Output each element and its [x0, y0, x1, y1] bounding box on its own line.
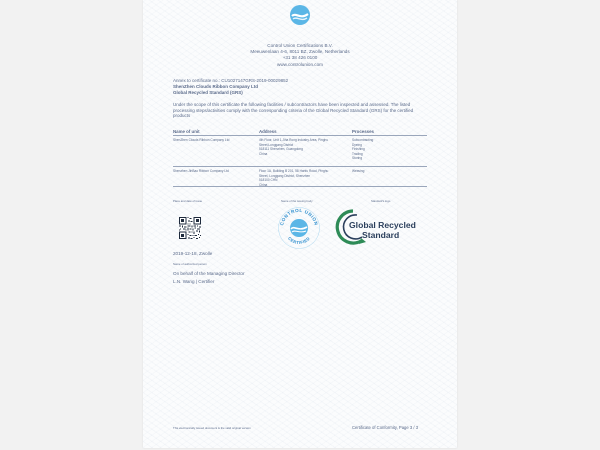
certificate-page: [143, 0, 457, 448]
address-line: China: [259, 182, 268, 187]
address-line: Floor 1A, Building B 201, 58 Hanfu Road, Pinghu: [259, 169, 329, 173]
address-line: Street, Longgang District, Shenzhen: [259, 173, 311, 178]
grs-logo-line1: Global Recycled: [349, 220, 416, 230]
annex-certificate-number: Annex to certificate no.: CU1027147GRS-2019-00029852: [173, 78, 289, 83]
header-address: Address: [259, 128, 277, 134]
page-total: 3: [415, 425, 419, 430]
unit-address: [259, 169, 352, 186]
footer-page-info: [352, 425, 418, 430]
authorized-person-label: Name of authorized person: [173, 262, 207, 266]
table-header: [173, 127, 427, 136]
signatory-block: [173, 270, 245, 286]
issue-date-place: 2019-12-18, Zwolle: [173, 251, 213, 256]
unit-processes: [352, 169, 427, 186]
unit-name: Shenzhen JinBao Ribbon Company Ltd: [173, 169, 229, 173]
unit-processes: [352, 138, 427, 166]
global-recycled-standard-logo-icon: [335, 204, 427, 250]
control-union-logo-icon: [289, 4, 311, 26]
process-item: Trading: [352, 151, 363, 156]
table-row: [173, 136, 427, 167]
process-item: Storing: [352, 156, 363, 161]
address-line: 4th Floor, Unit 1,Jiha Rong Industry Area, Pinghu: [259, 138, 329, 142]
place-date-label: Place and date of issue: [173, 199, 203, 203]
process-item: Dyeing: [352, 142, 362, 147]
scope-statement: Under the scope of this certificate the following facilities / subcontractors have been inspected and assessed. The listed processing steps/activities comply with the corresponding criteria of the Global Recycled Standard (GRS) for the certified products: [173, 102, 414, 119]
page-number: 3: [409, 425, 413, 430]
table-row: [173, 167, 427, 187]
signatory-name: L.N. Wang | Certifier: [173, 279, 215, 284]
seal-top-text: CONTROL UNION: [279, 207, 319, 226]
unit-address: [259, 138, 352, 166]
page-separator: /: [413, 425, 415, 430]
standards-logo-label: Standard's logo: [371, 199, 391, 203]
unit-name: ShenZhen Clouds Ribbon Company Ltd: [173, 138, 230, 142]
grs-logo-line2: Standard: [362, 230, 400, 240]
header-processes: Processes: [352, 128, 374, 134]
annex-block: [173, 78, 288, 96]
footer-note: This electronically issued document is the valid original version: [173, 426, 251, 430]
process-item: Weaving: [352, 169, 365, 173]
certified-company: ShenZhen Clouds Ribbon Company Ltd: [173, 84, 258, 89]
issuing-body-label: Name of the issuing body: [281, 199, 313, 203]
qr-code-icon[interactable]: [179, 217, 201, 239]
on-behalf-text: On behalf of the Managing Director: [173, 271, 245, 276]
certified-standard: Global Recycled Standard (GRS): [173, 90, 243, 95]
facilities-table: [173, 127, 427, 187]
address-line: 518100 CHN: [259, 178, 278, 183]
control-union-certified-seal-icon: [277, 206, 321, 250]
issuer-website[interactable]: www.controlunion.com: [277, 61, 323, 67]
process-item: Finishing: [352, 147, 365, 152]
issuer-address-block: [143, 43, 457, 68]
header-name-of-unit: Name of unit: [173, 128, 200, 134]
seal-bottom-text: CERTIFIED: [287, 235, 311, 246]
issuer-name: Control Union Certifications B.V.: [267, 43, 333, 48]
address-line: China: [259, 151, 268, 156]
issuer-phone: +31 38 426 0100: [282, 55, 318, 61]
address-line: Street,Longgang District: [259, 142, 294, 147]
address-line: 518111 Shenzhen, Guangdong: [259, 147, 303, 152]
svg-text:CERTIFIED: [287, 236, 311, 245]
process-item: Subcontracting: [352, 138, 374, 142]
page-label: Certificate of Conformity, Page: [352, 425, 409, 430]
issuer-address: Meeuwenlaan 4-6, 8011 BZ, Zwolle, Netherlands: [250, 49, 350, 55]
